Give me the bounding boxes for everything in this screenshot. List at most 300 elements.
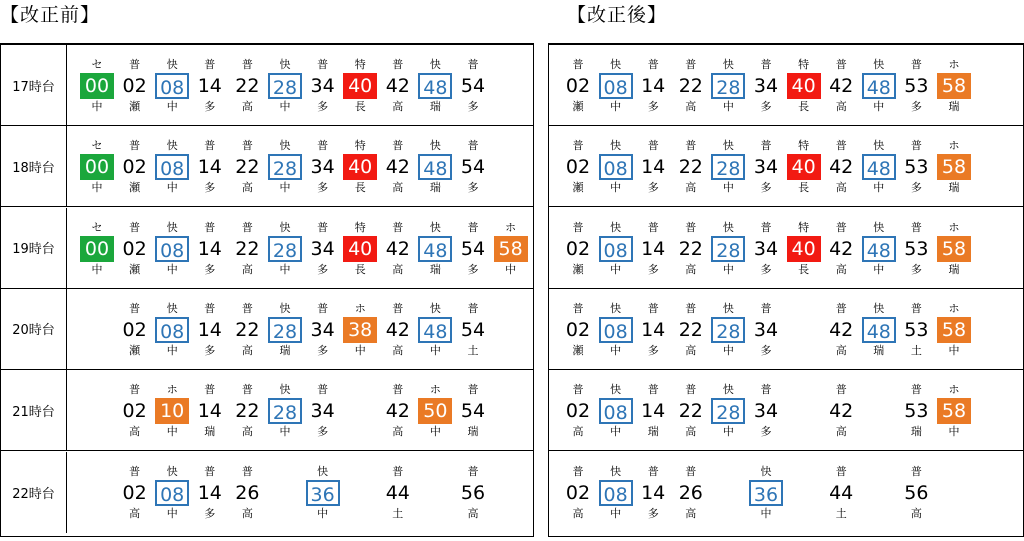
- departure-minute: 40: [343, 236, 377, 262]
- destination: 瀬: [572, 343, 584, 357]
- departure-minute: 48: [418, 317, 452, 343]
- departure-minute: 42: [829, 400, 854, 423]
- destination: 中: [279, 262, 291, 276]
- train-type: ホ: [429, 383, 441, 397]
- train-type: 普: [835, 139, 847, 153]
- destination: 高: [835, 100, 847, 113]
- departure-minute: 08: [599, 154, 633, 180]
- destination: 中: [610, 343, 622, 357]
- departure-minute: 54: [460, 400, 486, 423]
- destination: 中: [166, 425, 178, 439]
- title-before: 【改正前】: [0, 4, 101, 26]
- train-type: 普: [317, 301, 329, 315]
- train-type: 普: [241, 301, 253, 315]
- destination: 多: [910, 181, 922, 195]
- title-after: 【改正後】: [567, 4, 668, 26]
- departure-minute: 40: [343, 73, 377, 99]
- train-type: 快: [610, 139, 622, 153]
- departure-minute: 34: [310, 237, 335, 260]
- train-type: 普: [467, 464, 479, 478]
- departure-minute: 28: [268, 73, 302, 99]
- train-type: 快: [722, 383, 734, 397]
- departure-minute: 48: [862, 73, 896, 99]
- destination: 瀬: [129, 100, 141, 113]
- train-type: 快: [610, 220, 622, 234]
- train-type: ホ: [948, 220, 960, 234]
- departure-minute: 22: [235, 400, 260, 423]
- destination: 高: [685, 262, 697, 276]
- train-type: 普: [572, 139, 584, 153]
- train-type: 快: [429, 58, 441, 71]
- departure-minute: 28: [711, 236, 745, 262]
- destination: 土: [392, 506, 404, 520]
- train-type: 普: [572, 301, 584, 315]
- train-type: 普: [572, 58, 584, 71]
- hour-label: 22時台: [1, 452, 67, 533]
- destination: 高: [685, 100, 697, 113]
- train-type: 快: [873, 301, 885, 315]
- destination: 中: [610, 100, 622, 113]
- destination: 多: [647, 100, 659, 113]
- destination: 中: [279, 100, 291, 113]
- train-type: 普: [760, 220, 772, 234]
- train-type: ホ: [948, 58, 960, 71]
- destination: 中: [354, 343, 366, 357]
- destination: 多: [760, 262, 772, 276]
- destination: 瀬: [129, 343, 141, 357]
- departure-minute: 58: [937, 73, 971, 99]
- destination: 中: [948, 343, 960, 357]
- destination: 多: [204, 100, 216, 113]
- destination: 瑞: [910, 425, 922, 439]
- train-type: 快: [429, 220, 441, 234]
- train-type: 普: [685, 301, 697, 315]
- train-type: 快: [760, 464, 772, 478]
- departure-minute: 53: [904, 237, 929, 260]
- departure-minute: 53: [904, 75, 929, 97]
- train-type: 普: [129, 58, 141, 71]
- destination: 中: [505, 262, 517, 276]
- destination: 高: [835, 181, 847, 195]
- hour-row: [1, 45, 533, 126]
- train-type: 普: [392, 301, 404, 315]
- destination: 瑞: [948, 181, 960, 195]
- train-type: 快: [429, 301, 441, 315]
- destination: 土: [835, 506, 847, 520]
- departure-minute: 36: [306, 480, 340, 506]
- departure-minute: 34: [753, 318, 779, 341]
- destination: 高: [241, 425, 253, 439]
- destination: 高: [241, 262, 253, 276]
- train-type: 普: [129, 464, 141, 478]
- departure-minute: 56: [460, 481, 486, 504]
- train-type: 快: [610, 464, 622, 478]
- train-type: 快: [166, 464, 178, 478]
- destination: 中: [722, 181, 734, 195]
- departure-minute: 08: [599, 236, 633, 262]
- train-type: 快: [873, 139, 885, 153]
- train-type: 普: [129, 383, 141, 397]
- destination: 瑞: [429, 181, 441, 195]
- departure-minute: 02: [122, 75, 147, 97]
- train-type: 普: [835, 464, 847, 478]
- destination: 中: [722, 425, 734, 439]
- destination: 高: [392, 181, 404, 195]
- train-type: 普: [241, 464, 253, 478]
- train-type: 普: [204, 220, 216, 234]
- destination: 多: [204, 506, 216, 520]
- destination: 長: [798, 262, 810, 276]
- train-type: 普: [204, 464, 216, 478]
- train-type: 特: [798, 220, 810, 234]
- train-type: 普: [317, 139, 329, 153]
- destination: 高: [572, 506, 584, 520]
- destination: 瑞: [429, 262, 441, 276]
- train-type: 普: [685, 220, 697, 234]
- train-type: 快: [166, 301, 178, 315]
- train-type: 快: [873, 58, 885, 71]
- departure-minute: 14: [197, 75, 222, 97]
- train-type: 快: [722, 139, 734, 153]
- train-type: 普: [241, 139, 253, 153]
- departure-minute: 42: [385, 400, 410, 423]
- departure-minute: 00: [80, 236, 114, 262]
- destination: 中: [429, 343, 441, 357]
- hour-row: [549, 45, 1023, 126]
- train-type: 普: [129, 301, 141, 315]
- destination: 瀬: [572, 181, 584, 195]
- destination: 高: [835, 262, 847, 276]
- destination: 中: [91, 262, 103, 276]
- train-type: 普: [204, 301, 216, 315]
- departure-minute: 14: [197, 156, 222, 179]
- train-type: 普: [760, 383, 772, 397]
- train-type: 普: [392, 220, 404, 234]
- departure-minute: 08: [155, 154, 189, 180]
- departure-minute: 58: [937, 236, 971, 262]
- train-type: 特: [798, 58, 810, 71]
- departure-minute: 54: [460, 156, 486, 179]
- train-type: 普: [910, 464, 922, 478]
- destination: 多: [910, 262, 922, 276]
- destination: 中: [948, 425, 960, 439]
- destination: 長: [798, 181, 810, 195]
- departure-minute: 34: [310, 156, 335, 179]
- train-type: 普: [467, 58, 479, 71]
- destination: 中: [722, 262, 734, 276]
- train-type: 快: [610, 301, 622, 315]
- train-type: 普: [129, 220, 141, 234]
- departure-minute: 28: [268, 154, 302, 180]
- destination: 多: [204, 262, 216, 276]
- departure-minute: 14: [197, 481, 222, 504]
- destination: 多: [317, 181, 329, 195]
- departure-minute: 22: [678, 318, 703, 341]
- destination: 土: [467, 343, 479, 357]
- departure-minute: 28: [711, 73, 745, 99]
- train-type: 快: [610, 383, 622, 397]
- departure-minute: 28: [268, 317, 302, 343]
- destination: 中: [873, 100, 885, 113]
- departure-minute: 42: [829, 156, 854, 179]
- train-type: セ: [91, 139, 103, 153]
- destination: 高: [241, 181, 253, 195]
- train-type: 普: [835, 220, 847, 234]
- train-type: 普: [467, 383, 479, 397]
- train-type: ホ: [166, 383, 178, 397]
- train-type: 普: [129, 139, 141, 153]
- departure-minute: 48: [418, 154, 452, 180]
- hour-row: [549, 126, 1023, 207]
- train-type: 特: [354, 220, 366, 234]
- departure-minute: 08: [155, 236, 189, 262]
- hour-row: [1, 370, 533, 451]
- departure-minute: 14: [197, 318, 222, 341]
- departure-minute: 48: [862, 236, 896, 262]
- hour-label: 21時台: [1, 370, 67, 450]
- departure-minute: 02: [122, 400, 147, 423]
- departure-minute: 14: [641, 156, 666, 179]
- timetable-after: [548, 43, 1024, 537]
- destination: 中: [873, 262, 885, 276]
- hour-label: 17時台: [1, 45, 67, 125]
- departure-minute: 58: [494, 236, 528, 262]
- train-type: 快: [317, 464, 329, 478]
- train-type: 普: [685, 383, 697, 397]
- train-type: 普: [910, 220, 922, 234]
- train-type: ホ: [948, 301, 960, 315]
- train-type: 普: [647, 301, 659, 315]
- departure-minute: 42: [385, 237, 410, 260]
- train-type: 特: [354, 139, 366, 153]
- destination: 高: [392, 100, 404, 113]
- train-type: ホ: [948, 383, 960, 397]
- departure-minute: 08: [155, 317, 189, 343]
- hour-row: [549, 370, 1023, 451]
- train-type: 普: [910, 139, 922, 153]
- destination: 多: [647, 343, 659, 357]
- departure-minute: 02: [565, 318, 591, 341]
- departure-minute: 34: [310, 318, 335, 341]
- train-type: 快: [429, 139, 441, 153]
- departure-minute: 50: [418, 398, 452, 424]
- train-type: 普: [392, 139, 404, 153]
- departure-minute: 02: [122, 156, 147, 179]
- departure-minute: 08: [155, 73, 189, 99]
- destination: 中: [722, 343, 734, 357]
- destination: 多: [647, 262, 659, 276]
- train-type: 普: [317, 220, 329, 234]
- destination: 多: [317, 343, 329, 357]
- departure-minute: 48: [418, 73, 452, 99]
- destination: 瑞: [647, 425, 659, 439]
- destination: 中: [166, 506, 178, 520]
- train-type: 普: [910, 301, 922, 315]
- destination: 多: [467, 262, 479, 276]
- train-type: 普: [241, 58, 253, 71]
- departure-minute: 28: [711, 398, 745, 424]
- destination: 中: [166, 181, 178, 195]
- hour-label: 19時台: [1, 208, 67, 288]
- destination: 高: [241, 506, 253, 520]
- departure-minute: 22: [235, 75, 260, 97]
- hour-row: [1, 126, 533, 207]
- destination: 多: [910, 100, 922, 113]
- train-type: 快: [722, 220, 734, 234]
- destination: 中: [166, 343, 178, 357]
- train-type: 普: [317, 383, 329, 397]
- departure-minute: 22: [678, 156, 703, 179]
- train-type: 快: [722, 301, 734, 315]
- destination: 高: [685, 425, 697, 439]
- destination: 多: [204, 343, 216, 357]
- departure-minute: 14: [197, 400, 222, 423]
- destination: 高: [835, 425, 847, 439]
- train-type: 普: [647, 139, 659, 153]
- train-type: 特: [354, 58, 366, 71]
- departure-minute: 56: [904, 481, 929, 504]
- train-type: 普: [572, 220, 584, 234]
- departure-minute: 34: [753, 156, 779, 179]
- destination: 多: [204, 181, 216, 195]
- train-type: 普: [317, 58, 329, 71]
- train-type: 快: [279, 220, 291, 234]
- departure-minute: 08: [599, 398, 633, 424]
- destination: 瑞: [429, 100, 441, 113]
- train-type: 普: [685, 58, 697, 71]
- train-type: 普: [392, 58, 404, 71]
- departure-minute: 42: [829, 237, 854, 260]
- departure-minute: 58: [937, 154, 971, 180]
- train-type: 普: [392, 464, 404, 478]
- destination: 長: [354, 100, 366, 113]
- departure-minute: 42: [829, 75, 854, 97]
- departure-minute: 14: [641, 318, 666, 341]
- train-type: 普: [647, 383, 659, 397]
- train-type: ホ: [948, 139, 960, 153]
- departure-minute: 08: [599, 480, 633, 506]
- train-type: 快: [166, 220, 178, 234]
- destination: 土: [910, 343, 922, 357]
- destination: 瑞: [948, 262, 960, 276]
- train-type: 普: [910, 383, 922, 397]
- departure-minute: 44: [829, 481, 854, 504]
- destination: 中: [873, 181, 885, 195]
- departure-minute: 42: [385, 318, 410, 341]
- train-type: 普: [204, 383, 216, 397]
- train-type: 快: [722, 58, 734, 71]
- train-type: 普: [241, 220, 253, 234]
- destination: 中: [317, 506, 329, 520]
- departure-minute: 28: [711, 154, 745, 180]
- departure-minute: 22: [678, 400, 703, 423]
- train-type: 普: [760, 139, 772, 153]
- destination: 多: [647, 506, 659, 520]
- departure-minute: 14: [641, 237, 666, 260]
- destination: 長: [354, 262, 366, 276]
- departure-minute: 28: [268, 236, 302, 262]
- departure-minute: 48: [862, 317, 896, 343]
- destination: 中: [722, 100, 734, 113]
- hour-row: [549, 452, 1023, 533]
- train-type: 普: [467, 301, 479, 315]
- destination: 高: [392, 262, 404, 276]
- destination: 高: [910, 506, 922, 520]
- destination: 中: [610, 506, 622, 520]
- train-type: 快: [873, 220, 885, 234]
- destination: 瑞: [948, 100, 960, 113]
- destination: 中: [610, 181, 622, 195]
- train-type: 普: [204, 58, 216, 71]
- destination: 中: [429, 425, 441, 439]
- hour-row: [549, 289, 1023, 370]
- departure-minute: 36: [749, 480, 783, 506]
- destination: 高: [241, 343, 253, 357]
- departure-minute: 02: [565, 156, 591, 179]
- departure-minute: 22: [678, 75, 703, 97]
- destination: 高: [685, 343, 697, 357]
- train-type: 普: [467, 139, 479, 153]
- hour-row: [1, 289, 533, 370]
- train-type: 普: [647, 220, 659, 234]
- train-type: 普: [241, 383, 253, 397]
- train-type: 快: [166, 58, 178, 71]
- destination: 中: [279, 181, 291, 195]
- departure-minute: 34: [753, 75, 779, 97]
- destination: 高: [572, 425, 584, 439]
- departure-minute: 34: [753, 237, 779, 260]
- departure-minute: 53: [904, 400, 929, 423]
- train-type: ホ: [354, 301, 366, 315]
- train-type: 普: [647, 58, 659, 71]
- departure-minute: 42: [829, 318, 854, 341]
- destination: 瑞: [873, 343, 885, 357]
- departure-minute: 08: [599, 73, 633, 99]
- train-type: 快: [279, 139, 291, 153]
- train-type: 快: [279, 301, 291, 315]
- train-type: ホ: [505, 220, 517, 234]
- train-type: 普: [760, 301, 772, 315]
- train-type: 普: [685, 139, 697, 153]
- destination: 瀬: [129, 181, 141, 195]
- departure-minute: 53: [904, 318, 929, 341]
- departure-minute: 34: [753, 400, 779, 423]
- departure-minute: 26: [235, 481, 260, 504]
- destination: 長: [354, 181, 366, 195]
- destination: 多: [760, 343, 772, 357]
- departure-minute: 48: [862, 154, 896, 180]
- departure-minute: 02: [565, 75, 591, 97]
- train-type: 特: [798, 139, 810, 153]
- train-type: 快: [610, 58, 622, 71]
- departure-minute: 40: [343, 154, 377, 180]
- destination: 瑞: [204, 425, 216, 439]
- departure-minute: 14: [641, 75, 666, 97]
- destination: 瑞: [467, 425, 479, 439]
- train-type: 普: [572, 464, 584, 478]
- departure-minute: 02: [565, 481, 591, 504]
- train-type: 普: [835, 58, 847, 71]
- departure-minute: 48: [418, 236, 452, 262]
- departure-minute: 08: [155, 480, 189, 506]
- timetable-before: [0, 43, 534, 537]
- hour-label: 20時台: [1, 289, 67, 369]
- destination: 多: [317, 262, 329, 276]
- hour-row: [549, 208, 1023, 289]
- destination: 中: [610, 262, 622, 276]
- departure-minute: 02: [565, 237, 591, 260]
- departure-minute: 02: [122, 237, 147, 260]
